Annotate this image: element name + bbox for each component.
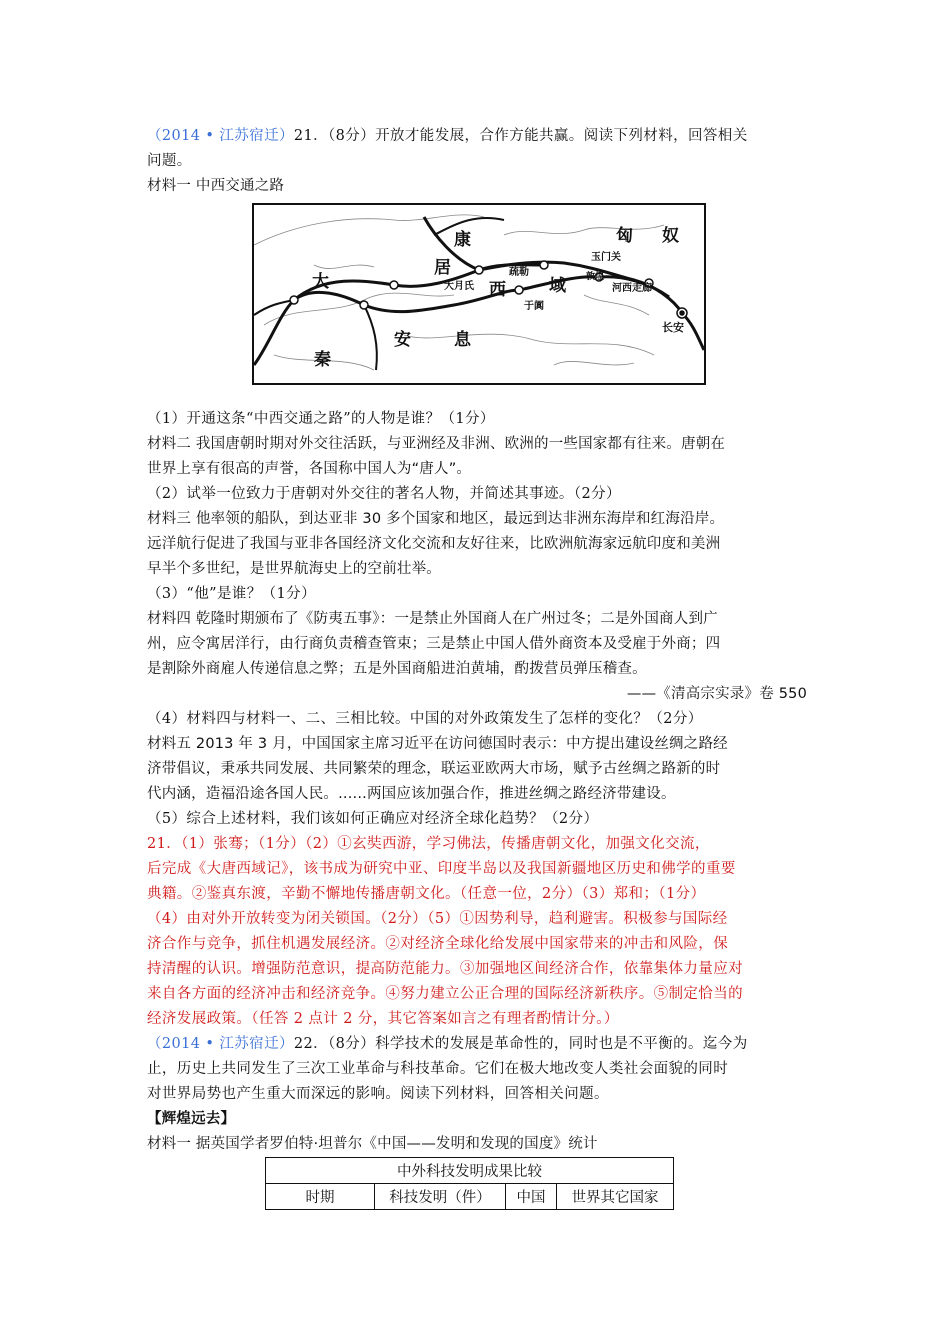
q22-source: （2014 • 江苏宿迁） xyxy=(147,1036,294,1052)
map-label-kang: 康 xyxy=(454,230,471,250)
map-label-da: 大 xyxy=(312,272,329,292)
answer-21-line4: （4）由对外开放转变为闭关锁国。（2分）（5）①因势利导，趋利避害。积极参与国际经 xyxy=(147,911,728,927)
q22-line2: 止，历史上共同发生了三次工业革命与科技革命。它们在极大地改变人类社会面貌的同时 xyxy=(147,1061,729,1077)
map-label-dunhuang: 敦煌 xyxy=(586,272,605,282)
table-header-row xyxy=(266,1184,674,1210)
spacer xyxy=(147,385,807,407)
map-label-ju: 居 xyxy=(434,258,451,278)
map-label-dayuezhi: 大月氏 xyxy=(444,281,474,292)
material-2-line1: 材料二 我国唐朝时期对外交往活跃，与亚洲经及非洲、欧洲的一些国家都有往来。唐朝在 xyxy=(147,436,726,452)
question-3: （3）“他”是谁？（1分） xyxy=(147,586,316,602)
table-header-world: 世界其它国家 xyxy=(557,1184,674,1210)
map-label-changan: 长安 xyxy=(662,321,684,334)
answer-21-line2: 后完成《大唐西域记》，该书成为研究中亚、印度半岛以及我国新疆地区历史和佛学的重要 xyxy=(147,861,736,877)
material-5-line2: 济带倡议，秉承共同发展、共同繁荣的理念，联运亚欧两大市场，赋予古丝绸之路新的时 xyxy=(147,761,721,777)
answer-21-line6: 持清醒的认识。增强防范意识，提高防范能力。③加强地区间经济合作，依靠集体力量应对 xyxy=(147,961,743,977)
map-label-hexi: 河西走廊 xyxy=(612,283,652,294)
q22-material-1: 材料一 据英国学者罗伯特·坦普尔《中国——发明和发现的国度》统计 xyxy=(147,1136,598,1152)
answer-21-line8: 经济发展政策。（任答 2 点计 2 分，其它答案如言之有理者酌情计分。） xyxy=(147,1011,619,1027)
map-label-xiongnu-2: 奴 xyxy=(662,226,679,246)
table-title: 中外科技发明成果比较 xyxy=(266,1158,674,1184)
q21-intro xyxy=(147,124,807,149)
material-3-line2: 远洋航行促进了我国与亚非各国经济文化交流和友好往来，比欧洲航海家远航印度和美洲 xyxy=(147,536,721,552)
silk-road-map-drawing xyxy=(254,205,704,383)
q21-intro-line2: 问题。 xyxy=(147,153,192,169)
table-title-row xyxy=(266,1158,674,1184)
answer-21-line5: 济合作与竞争，抓住机遇发展经济。②对经济全球化给发展中国家带来的冲击和风险，保 xyxy=(147,936,729,952)
q21-source: （2014 • 江苏宿迁） xyxy=(147,128,294,144)
silk-road-map xyxy=(252,203,706,385)
material-4-line2: 州，应令寓居洋行，由行商负责稽查管束；三是禁止中国人借外商资本及受雇于外商；四 xyxy=(147,636,721,652)
material-1-title: 材料一 中西交通之路 xyxy=(147,178,285,194)
q22-intro-text: 22．（8分）科学技术的发展是革命性的，同时也是不平衡的。迄今为 xyxy=(293,1036,748,1052)
material-3-line1: 材料三 他率领的船队，到达亚非 30 多个国家和地区，最远到达非洲东海岸和红海沿岸。 xyxy=(147,511,725,527)
material-5-line3: 代内涵，造福沿途各国人民。......两国应该加强合作，推进丝绸之路经济带建设。 xyxy=(147,786,676,802)
material-3-line3: 早半个多世纪，是世界航海史上的空前壮举。 xyxy=(147,561,441,577)
question-4: （4）材料四与材料一、二、三相比较。中国的对外政策发生了怎样的变化？（2分） xyxy=(147,711,703,727)
map-label-xiongnu-1: 匈 xyxy=(616,226,633,246)
map-label-qin: 秦 xyxy=(314,350,331,370)
q22-line3: 对世界局势也产生重大而深远的影响。阅读下列材料，回答相关问题。 xyxy=(147,1086,609,1102)
map-label-an: 安 xyxy=(394,330,411,350)
q21-intro-text: 21．（8分）开放才能发展，合作方能共赢。阅读下列材料，回答相关 xyxy=(293,128,748,144)
answer-21-line1: 21．（1）张骞；（1分）（2）①玄奘西游，学习佛法，传播唐朝文化，加强文化交流， xyxy=(147,836,710,852)
section-heading: 【辉煌远去】 xyxy=(147,1111,236,1127)
invention-comparison-table xyxy=(265,1157,674,1210)
map-labels xyxy=(312,225,684,370)
table-header-period: 时期 xyxy=(266,1184,375,1210)
map-label-yu: 域 xyxy=(549,276,566,296)
question-2: （2）试举一位致力于唐朝对外交往的著名人物，并简述其事迹。（2分） xyxy=(147,486,621,502)
table-header-inventions: 科技发明（件） xyxy=(375,1184,506,1210)
q22-intro xyxy=(147,1032,807,1057)
material-5-line1: 材料五 2013 年 3 月，中国国家主席习近平在访问德国时表示：中方提出建设丝绸之路经 xyxy=(147,736,728,752)
material-4-line3: 是割除外商雇人传递信息之弊；五是外国商船进泊黄埔，酌拨营员弹压稽查。 xyxy=(147,661,647,677)
material-2-line2: 世界上享有很高的声誉，各国称中国人为“唐人”。 xyxy=(147,461,472,477)
map-label-shule: 疏勒 xyxy=(509,267,529,278)
question-1: （1）开通这条“中西交通之路”的人物是谁？（1分） xyxy=(147,411,495,427)
question-5: （5）综合上述材料，我们该如何正确应对经济全球化趋势？（2分） xyxy=(147,811,599,827)
answer-21-line7: 来自各方面的经济冲击和经济竞争。④努力建立公正合理的国际经济新秩序。⑤制定恰当的 xyxy=(147,986,743,1002)
map-label-yumenguan: 玉门关 xyxy=(591,252,621,263)
answer-21-line3: 典籍。②鉴真东渡，辛勤不懈地传播唐朝文化。（任意一位，2分）（3）郑和；（1分） xyxy=(147,886,706,902)
material-4-source: ——《清高宗实录》卷 550 xyxy=(626,686,807,702)
table-header-china: 中国 xyxy=(506,1184,557,1210)
map-label-xi: 西 xyxy=(489,280,506,300)
map-label-xi-2: 息 xyxy=(454,330,471,350)
document-page xyxy=(147,124,807,1210)
map-label-yutian: 于阗 xyxy=(524,301,544,312)
material-4-line1: 材料四 乾隆时期颁布了《防夷五事》：一是禁止外国商人在广州过冬；二是外国商人到广 xyxy=(147,611,718,627)
